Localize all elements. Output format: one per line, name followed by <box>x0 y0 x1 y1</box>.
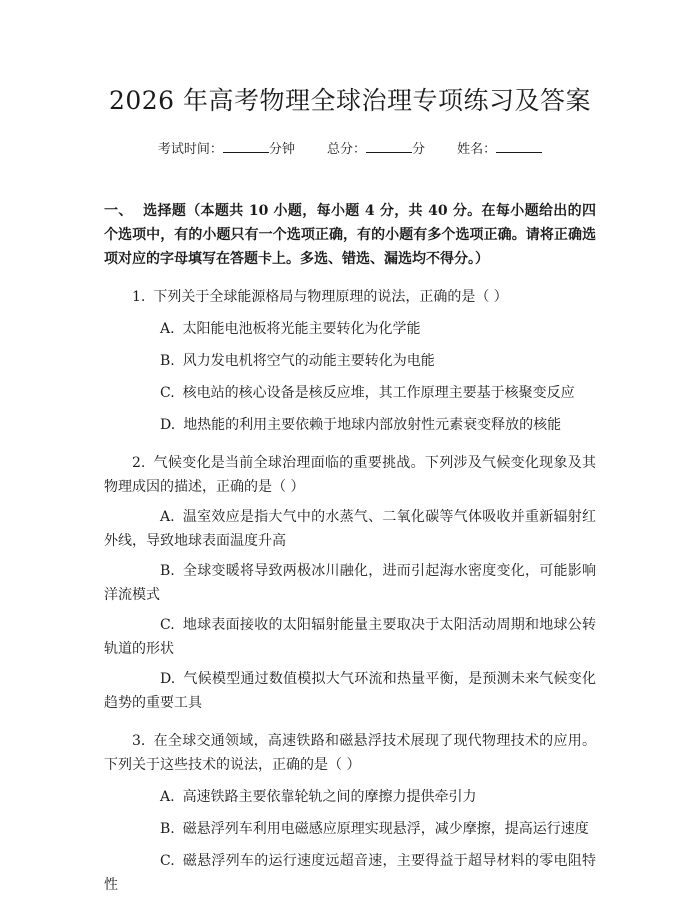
section-number: 一、 <box>104 203 133 219</box>
option-2c <box>104 613 596 661</box>
option-letter: C. <box>160 385 175 401</box>
question-number: 2. <box>132 455 146 471</box>
option-3b <box>104 817 596 841</box>
time-unit: 分钟 <box>268 142 295 157</box>
option-letter: A. <box>160 789 175 805</box>
score-blank <box>366 140 412 153</box>
question-number: 1. <box>132 289 146 305</box>
question-stem: 下列关于全球能源格局与物理原理的说法，正确的是（ ） <box>153 289 508 305</box>
option-1c <box>104 381 596 405</box>
name-label: 姓名： <box>457 142 497 157</box>
time-info <box>158 142 295 157</box>
name-info <box>457 142 542 157</box>
question-stem: 在全球交通领域，高速铁路和磁悬浮技术展现了现代物理技术的应用。下列关于这些技术的说法，正确的是（ ） <box>104 733 596 773</box>
question-stem: 气候变化是当前全球治理面临的重要挑战。下列涉及气候变化现象及其物理成因的描述，正确的是（ ） <box>104 455 596 495</box>
exam-info <box>104 140 596 159</box>
option-2a <box>104 505 596 553</box>
document-title: 2026 年高考物理全球治理专项练习及答案 <box>108 86 592 115</box>
option-letter: D. <box>160 671 176 687</box>
name-blank <box>496 140 542 153</box>
option-1a <box>104 317 596 341</box>
option-letter: D. <box>160 417 176 433</box>
option-text: 地热能的利用主要依赖于地球内部放射性元素衰变释放的核能 <box>183 417 562 433</box>
option-letter: A. <box>160 321 175 337</box>
question-2 <box>104 451 596 499</box>
time-label: 考试时间： <box>157 142 223 157</box>
option-letter: A. <box>160 509 175 525</box>
option-letter: B. <box>160 353 175 369</box>
option-letter: C. <box>160 853 175 869</box>
option-text: 太阳能电池板将光能主要转化为化学能 <box>182 321 421 337</box>
question-1 <box>104 285 596 309</box>
option-letter: B. <box>160 563 175 579</box>
option-text: 磁悬浮列车的运行速度远超音速，主要得益于超导材料的零电阻特性 <box>104 853 596 893</box>
score-unit: 分 <box>412 142 426 157</box>
option-2b <box>104 559 596 607</box>
option-text: 温室效应是指大气中的水蒸气、二氧化碳等气体吸收并重新辐射红外线，导致地球表面温度升高 <box>104 509 596 549</box>
question-number: 3. <box>132 733 146 749</box>
option-letter: C. <box>160 617 175 633</box>
option-text: 气候模型通过数值模拟大气环流和热量平衡，是预测未来气候变化趋势的重要工具 <box>104 671 596 711</box>
question-3 <box>104 729 596 777</box>
score-label: 总分： <box>326 142 366 157</box>
option-letter: B. <box>160 821 175 837</box>
time-blank <box>223 140 269 153</box>
option-3c <box>104 849 596 897</box>
option-1d <box>104 413 596 437</box>
option-text: 风力发电机将空气的动能主要转化为电能 <box>182 353 435 369</box>
option-3a <box>104 785 596 809</box>
option-2d <box>104 667 596 715</box>
option-text: 地球表面接收的太阳辐射能量主要取决于太阳活动周期和地球公转轨道的形状 <box>104 617 596 657</box>
option-text: 全球变暖将导致两极冰川融化，进而引起海水密度变化，可能影响洋流模式 <box>104 563 596 603</box>
score-info <box>327 142 425 157</box>
option-text: 高速铁路主要依靠轮轨之间的摩擦力提供牵引力 <box>182 789 477 805</box>
section-instructions: 选择题（本题共 10 小题，每小题 4 分，共 40 分。在每小题给出的四个选项中，有的小题只有一个选项正确，有的小题有多个选项正确。请将正确选项对应的字母填写在答题卡上。多选、错选、漏选均不得分。） <box>104 203 596 267</box>
option-text: 磁悬浮列车利用电磁感应原理实现悬浮，减少摩擦，提高运行速度 <box>182 821 589 837</box>
section-heading <box>104 199 596 271</box>
option-1b <box>104 349 596 373</box>
option-text: 核电站的核心设备是核反应堆，其工作原理主要基于核聚变反应 <box>182 385 575 401</box>
